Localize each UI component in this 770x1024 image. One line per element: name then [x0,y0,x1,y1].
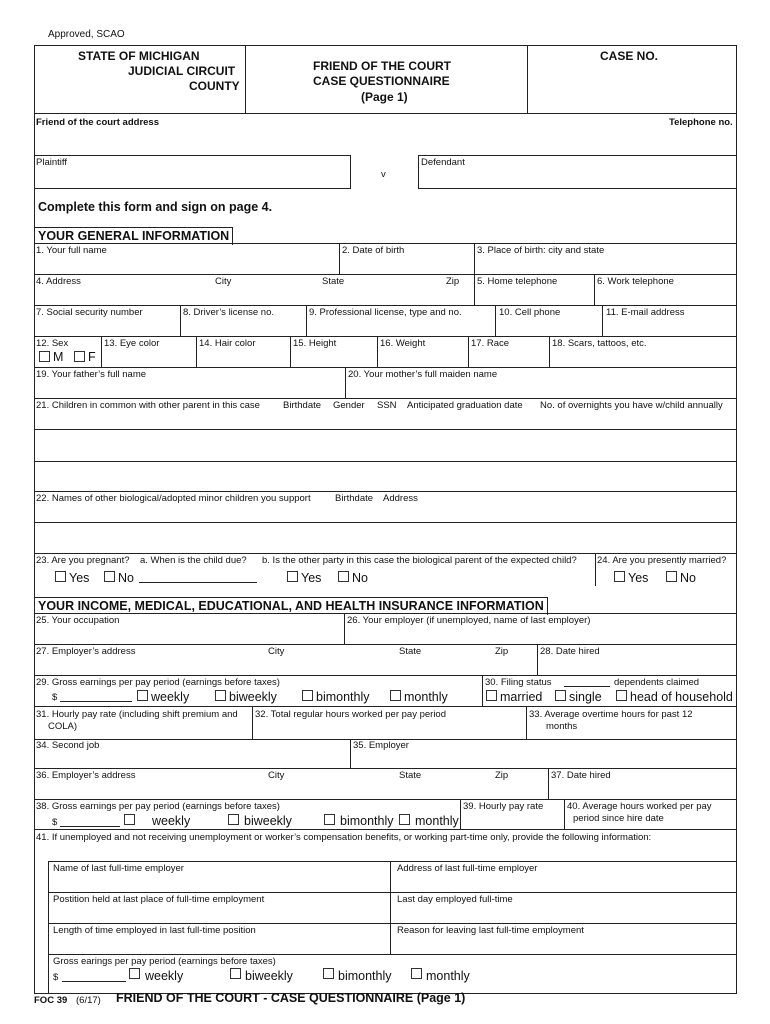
second-gross-dollar: $ [52,817,58,828]
last-weekly-label: weekly [145,969,184,983]
sex-f-checkbox[interactable] [74,351,85,362]
divider [377,336,378,367]
county-label: COUNTY [189,79,240,93]
divider [460,799,461,829]
pregnant-yes-label: Yes [69,571,90,585]
last-biweekly-checkbox[interactable] [230,968,241,979]
bio-parent-no-checkbox[interactable] [338,571,349,582]
children-col-birthdate: Birthdate [283,400,322,411]
dependents-label: dependents claimed [614,677,700,688]
sex-m-checkbox[interactable] [39,351,50,362]
form-title-3: (Page 1) [361,90,408,104]
divider [34,644,737,645]
divider [34,799,737,800]
defendant-top [418,155,737,156]
dependents-input[interactable] [564,686,610,687]
form-revision: (6/17) [76,995,101,1006]
filing-married-label: married [500,690,543,704]
divider [34,706,737,707]
employer-field[interactable]: 26. Your employer (if unemployed, name of last employer) [347,615,591,626]
children-col-gender: Gender [333,400,365,411]
divider [306,305,307,336]
form-title-1: FRIEND OF THE COURT [313,59,451,73]
divider [34,398,737,399]
children-col-overnights: No. of overnights you have w/child annually [540,400,723,411]
divider [537,644,538,675]
divider [526,706,527,739]
case-no-label: CASE NO. [600,49,659,63]
married-yes-checkbox[interactable] [614,571,625,582]
second-monthly-checkbox[interactable] [399,814,410,825]
divider [48,892,737,893]
earnings-bimonthly-label: bimonthly [316,690,370,704]
work-phone-field[interactable]: 6. Work telephone [597,276,674,287]
pregnant-yes-checkbox[interactable] [55,571,66,582]
second-job-field[interactable]: 34. Second job [36,740,100,751]
gross-earnings-dollar: $ [52,692,58,703]
leaving-reason-field[interactable]: Reason for leaving last full-time employment [397,925,584,936]
form-title-2: CASE QUESTIONNAIRE [313,74,450,88]
second-employer-zip-label: Zip [495,770,509,781]
divider [34,613,737,614]
last-gross-label: Gross earings per pay period (earnings before taxes) [53,956,276,967]
sex-m-label: M [53,350,64,364]
last-biweekly-label: biweekly [245,969,293,983]
children-col-graduation: Anticipated graduation date [407,400,523,411]
mother-name-field[interactable]: 20. Your mother’s full maiden name [348,369,498,380]
divider [339,243,340,274]
divider [345,367,346,398]
plaintiff-right [350,155,351,188]
hair-color-field[interactable]: 14. Hair color [199,338,256,349]
children-row-1[interactable] [34,429,737,430]
other-children-col-address: Address [383,493,418,504]
filing-single-checkbox[interactable] [555,690,566,701]
divider [468,336,469,367]
filing-status-label: 30. Filing status [485,677,552,688]
employer-address-field[interactable]: 27. Employer’s address [36,646,136,657]
employer-city-label: City [268,646,285,657]
versus-label: v [381,169,386,180]
circuit-label: JUDICIAL CIRCUIT [128,64,236,78]
gross-earnings-input[interactable] [60,701,132,702]
divider [344,613,345,644]
defendant-bottom [418,188,737,189]
second-biweekly-label: biweekly [244,814,292,828]
bio-parent-yes-checkbox[interactable] [287,571,298,582]
header-divider-1 [245,45,246,113]
second-biweekly-checkbox[interactable] [228,814,239,825]
employer-state-label: State [399,646,422,657]
g-line-top [34,243,737,244]
plaintiff-bottom [34,188,351,189]
full-name-field[interactable]: 1. Your full name [36,245,107,256]
divider [252,706,253,739]
children-col-ssn: SSN [377,400,397,411]
defendant-left [418,155,419,188]
last-monthly-checkbox[interactable] [411,968,422,979]
pregnant-no-label: No [118,571,134,585]
second-date-hired-field[interactable]: 37. Date hired [551,770,611,781]
divider [390,861,391,954]
last-monthly-label: monthly [426,969,470,983]
dob-field[interactable]: 2. Date of birth [342,245,405,256]
cell-phone-field[interactable]: 10. Cell phone [499,307,561,318]
second-hourly-rate-field[interactable]: 39. Hourly pay rate [463,801,544,812]
filing-hoh-label: head of household [630,690,733,704]
frame-top [34,45,737,46]
second-gross-input[interactable] [60,826,120,827]
children-row-2[interactable] [34,461,737,462]
last-gross-dollar: $ [53,972,59,983]
ssn-field[interactable]: 7. Social security number [36,307,143,318]
divider [34,675,737,676]
father-name-field[interactable]: 19. Your father’s full name [36,369,147,380]
gross-earnings-label: 29. Gross earnings per pay period (earnings before taxes) [36,677,280,688]
second-monthly-label: monthly [415,814,459,828]
divider [34,768,737,769]
divider [101,336,102,367]
filing-single-label: single [569,690,602,704]
address-field[interactable]: 4. Address [36,276,81,287]
overtime-hours-cont: months [546,721,578,732]
address-state-label: State [322,276,345,287]
home-phone-field[interactable]: 5. Home telephone [477,276,558,287]
second-employer-address-field[interactable]: 36. Employer’s address [36,770,136,781]
divider [549,336,550,367]
hourly-rate-label-cont: COLA) [48,721,78,732]
married-label: 24. Are you presently married? [597,555,727,566]
earnings-monthly-checkbox[interactable] [390,690,401,701]
earnings-biweekly-checkbox[interactable] [215,690,226,701]
earnings-biweekly-label: biweekly [229,690,277,704]
filing-married-checkbox[interactable] [486,690,497,701]
address-zip-label: Zip [446,276,460,287]
divider [48,923,737,924]
second-employer-city-label: City [268,770,285,781]
earnings-bimonthly-checkbox[interactable] [302,690,313,701]
employer-zip-label: Zip [495,646,509,657]
divider [594,274,595,305]
divider [602,305,603,336]
due-date-input[interactable] [139,582,257,583]
divider [180,305,181,336]
other-children-label: 22. Names of other biological/adopted minor children you support [36,493,311,504]
prof-license-field[interactable]: 9. Professional license, type and no. [309,307,462,318]
last-employer-field[interactable]: Name of last full-time employer [53,863,184,874]
last-weekly-checkbox[interactable] [129,968,140,979]
second-bimonthly-checkbox[interactable] [324,814,335,825]
bio-parent-label: b. Is the other party in this case the biological parent of the expected child? [262,555,577,566]
state-label: STATE OF MICHIGAN [78,49,200,63]
date-hired-field[interactable]: 28. Date hired [540,646,600,657]
other-children-col-birthdate: Birthdate [335,493,374,504]
avg-hours-field[interactable]: 40. Average hours worked per pay [567,801,712,812]
occupation-field[interactable]: 25. Your occupation [36,615,120,626]
last-bimonthly-checkbox[interactable] [323,968,334,979]
defendant-label: Defendant [421,157,465,168]
birthplace-field[interactable]: 3. Place of birth: city and state [477,245,605,256]
second-weekly-label: weekly [152,814,191,828]
last-position-field[interactable]: Postition held at last place of full-time employment [53,894,265,905]
last-gross-input[interactable] [62,981,126,982]
plaintiff-label: Plaintiff [36,157,67,168]
bio-parent-yes-label: Yes [301,571,322,585]
due-date-label: a. When is the child due? [140,555,247,566]
footer-title: FRIEND OF THE COURT - CASE QUESTIONNAIRE (Page 1) [116,991,466,1005]
married-no-label: No [680,571,696,585]
race-field[interactable]: 17. Race [471,338,510,349]
foc-address-label: Friend of the court address [36,117,159,128]
divider [34,553,737,554]
license-field[interactable]: 8. Driver’s license no. [183,307,274,318]
pregnant-label: 23. Are you pregnant? [36,555,130,566]
divider [482,675,483,706]
second-gross-label: 38. Gross earnings per pay period (earnings before taxes) [36,801,280,812]
email-field[interactable]: 11. E-mail address [606,307,685,318]
unemployed-instructions: 41. If unemployed and not receiving unemployment or worker’s compensation benefits, or working part-time only, provide the following information: [36,832,652,843]
divider [34,336,737,337]
children-common-label: 21. Children in common with other parent in this case [36,400,260,411]
divider [495,305,496,336]
sex-f-label: F [88,350,96,364]
divider [48,954,737,955]
other-children-row-1[interactable] [34,522,737,523]
earnings-weekly-label: weekly [151,690,190,704]
divider [48,861,737,862]
header-bottom [34,113,737,114]
length-employed-field[interactable]: Length of time employed in last full-time position [53,925,256,936]
general-section-title: YOUR GENERAL INFORMATION [34,227,233,245]
divider [34,367,737,368]
overtime-hours-field[interactable]: 33. Average overtime hours for past 12 [529,709,693,720]
sex-label: 12. Sex [36,338,69,349]
second-employer-field[interactable]: 35. Employer [353,740,409,751]
avg-hours-cont: period since hire date [573,813,664,824]
divider [34,829,737,830]
divider [548,768,549,799]
divider [34,305,737,306]
earnings-monthly-label: monthly [404,690,448,704]
divider [196,336,197,367]
divider [48,861,49,993]
instruction: Complete this form and sign on page 4. [38,200,273,214]
income-section-title: YOUR INCOME, MEDICAL, EDUCATIONAL, AND HEALTH INSURANCE INFORMATION [34,597,548,615]
height-field[interactable]: 15. Height [293,338,337,349]
eye-color-field[interactable]: 13. Eye color [104,338,160,349]
second-employer-state-label: State [399,770,422,781]
last-day-field[interactable]: Last day employed full-time [397,894,513,905]
divider [34,274,737,275]
earnings-weekly-checkbox[interactable] [137,690,148,701]
children-row-3[interactable] [34,491,737,492]
address-city-label: City [215,276,232,287]
telephone-label: Telephone no. [669,117,733,128]
last-employer-address-field[interactable]: Address of last full-time employer [397,863,538,874]
second-weekly-checkbox[interactable] [124,814,135,825]
married-no-checkbox[interactable] [666,571,677,582]
regular-hours-field[interactable]: 32. Total regular hours worked per pay period [255,709,446,720]
bio-parent-no-label: No [352,571,368,585]
scars-field[interactable]: 18. Scars, tattoos, etc. [552,338,647,349]
form-number: FOC 39 [34,995,68,1006]
divider [595,553,596,586]
header-divider-2 [527,45,528,113]
second-bimonthly-label: bimonthly [340,814,394,828]
approval-text: Approved, SCAO [48,29,125,40]
filing-hoh-checkbox[interactable] [616,690,627,701]
last-bimonthly-label: bimonthly [338,969,392,983]
pregnant-no-checkbox[interactable] [104,571,115,582]
hourly-rate-label[interactable]: 31. Hourly pay rate (including shift premium and [36,709,238,720]
divider [564,799,565,829]
divider [290,336,291,367]
weight-field[interactable]: 16. Weight [380,338,426,349]
divider [350,739,351,768]
married-yes-label: Yes [628,571,649,585]
plaintiff-top [34,155,351,156]
